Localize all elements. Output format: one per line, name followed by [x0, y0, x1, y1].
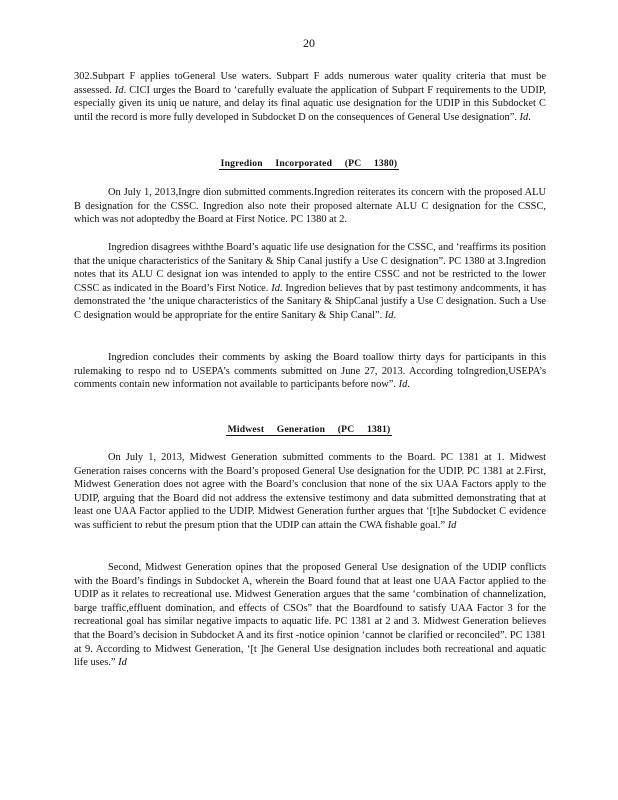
citation-id: Id — [447, 519, 457, 531]
paragraph-subpart-f: 302.Subpart F applies toGeneral Use waters. Subpart F adds numerous water quality criteria that must be assessed. Id. CICI urges the Board to ‘carefully evaluate the application of Subpart F requirements to the UDIP, especially given its uniq ue nature, and delay its final aquatic use designation for the UDIP in this Subdocket C until the record is more fully developed in Subdocket D on the consequences of General Use designation”. Id. — [74, 71, 547, 123]
paragraph-text: 302.Subpart F applies toGeneral Use waters. Subpart F adds numerous water quality criteria that must be assessed. — [74, 71, 546, 96]
paragraph-text: On July 1, 2013,Ingre dion submitted comments.Ingredion reiterates its concern with the proposed ALU B designation for the CSSC. Ingredion also note their proposed alternate ALU C designation for the CSSC, which was not adoptedby the Board at First Notice. PC 1380 at 2. — [74, 187, 546, 226]
paragraph-text: Ingredion disagrees withthe Board’s aquatic life use designation for the CSSC, and ‘reaffirms its position that the unique characteristics of the Sanitary & Ship Canal justify a Use C designation”. PC 1380 at 3.Ingredion notes that its ALU C designat ion was intended to apply to the entire CSSC and not be restricted to the lower CSSC as indicated in the Board’s First Notice. — [74, 242, 546, 294]
heading-text: Midwest Generation (PC 1381) — [227, 424, 391, 435]
section-heading-midwest — [0, 424, 618, 435]
paragraph-midwest-second — [74, 561, 546, 670]
paragraph-ingredion-disagrees: Ingredion disagrees withthe Board’s aquatic life use designation for the CSSC, and ‘reaffirms its position that the unique characteristics of the Sanitary & Ship Canal justify a Use C designation”. PC 1380 at 3.Ingredion notes that its ALU C designat ion was intended to apply to the entire CSSC and not be restricted to the lower CSSC as indicated in the Board’s First Notice. Id. Ingredion believes that by past testimony andcomments, it has demonstrated the ‘the unique characteristics of the Sanitary & ShipCanal justify a Use C designation. Such a Use C designation would be appropriate for the entire Sanitary & Ship Canal”. Id. — [74, 242, 546, 321]
citation-id: Id — [384, 309, 394, 321]
paragraph-text: . CICI urges the Board to ‘carefully evaluate the application of Subpart F requirements to the UDIP, especially given its uniq ue nature, and delay its final aquatic use designation for the UDIP in this Subdocket C until the record is more fully developed in Subdocket D on the consequences of General Use designation”. — [74, 84, 547, 123]
paragraph-text: On July 1, 2013, Midwest Generation submitted comments to the Board. PC 1381 at 1. Midwest Generation raises concerns with the Board’s proposed General Use designation for the UDIP. PC 1381 at 2.First, Midwest Generation does not agree with the Board’s conclusion that none of the six UAA Factors apply to the UDIP, arguing that the Board did not address the extensive testimony and data submitted demonstrating that at least one UAA Factor applied to the UDIP. Midwest Generation further argues that ‘[t]he Subdocket C evidence was sufficient to rebut the presum ption that the UDIP can attain the CWA fishable goal.” — [74, 452, 546, 531]
page-number: 20 — [303, 36, 315, 50]
citation-id: Id — [271, 282, 280, 294]
heading-text: Ingredion Incorporated (PC 1380) — [220, 158, 398, 169]
paragraph-text: Second, Midwest Generation opines that the proposed General Use designation of the UDIP conflicts with the Board’s findings in Subdocket A, wherein the Board found that at least one UAA Factor applied to the UDIP as it relates to recreational use. Midwest Generation argues that the same ‘combination of channelization, barge traffic,effluent domination, and effects of CSOs” that the Boardfound to satisfy UAA Factor 3 for the recreational goal has similar negative impacts to aquatic life. PC 1381 at 2 and 3. Midwest Generation believes that the Board’s decision in Subdocket A and its first -notice opinion ‘cannot be clarified or reconciled”. PC 1381 at 9. According to Midwest Generation, ‘[t ]he General Use designation includes both recreational and aquatic life uses.” — [74, 562, 546, 669]
citation-id: Id — [398, 379, 408, 391]
paragraph-text: . Ingredion believes that by past testimony andcomments, it has demonstrated the ‘the unique characteristics of the Sanitary & ShipCanal justify a Use C designation. Such a Use C designation would be appropriate for the entire Sanitary & Ship Canal”. — [74, 282, 546, 321]
citation-id: Id — [118, 657, 127, 669]
citation-id: Id — [519, 111, 529, 123]
paragraph-midwest-first — [74, 451, 546, 533]
section-heading-ingredion — [0, 158, 618, 169]
paragraph-ingredion-comments — [74, 186, 546, 227]
paragraph-ingredion-concludes: Ingredion concludes their comments by asking the Board toallow thirty days for participants in this rulemaking to respo nd to USEPA’s comments submitted on June 27, 2013. According toIngredion,USEPA’s comments contain new information not available to participants before now”. Id. — [74, 352, 546, 391]
paragraph-text: Ingredion concludes their comments by asking the Board toallow thirty days for participants in this rulemaking to respo nd to USEPA’s comments submitted on June 27, 2013. According toIngredion,USEPA’s comments contain new information not available to participants before now”. — [74, 352, 546, 391]
citation-id: Id — [114, 84, 124, 96]
